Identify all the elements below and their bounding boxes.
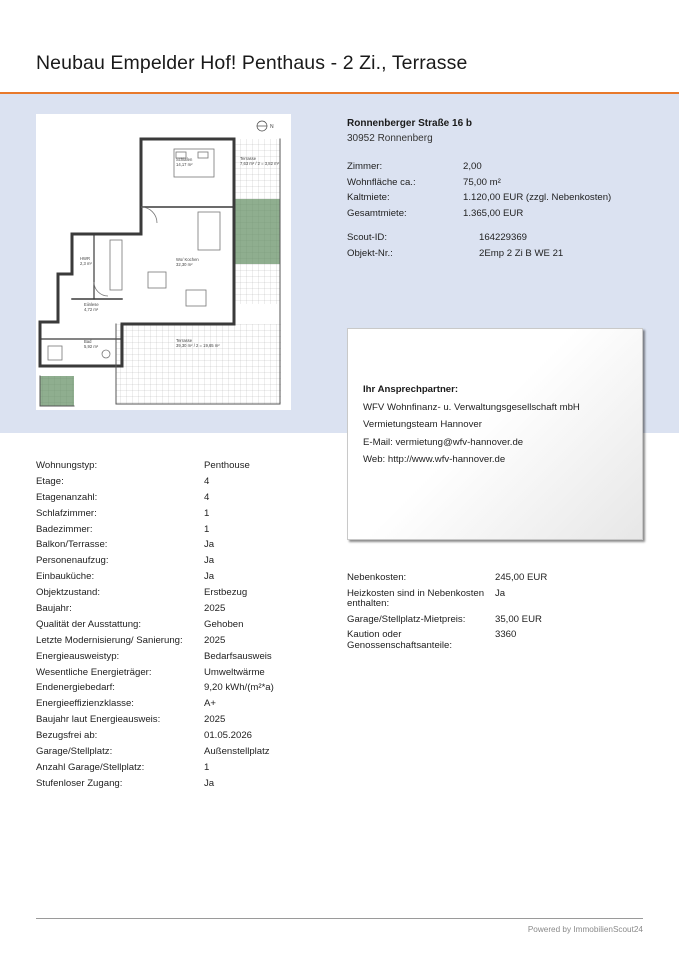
detail-value: Ja <box>204 571 215 583</box>
summary-value: 1.365,00 EUR <box>463 207 524 219</box>
room-area-eingang: 4,72 m² <box>84 307 99 312</box>
summary-row <box>347 206 647 222</box>
detail-label: Personenaufzug: <box>36 555 109 567</box>
detail-label: Qualität der Ausstattung: <box>36 618 142 630</box>
detail-value: 2025 <box>204 634 226 646</box>
id-value: 164229369 <box>479 232 528 243</box>
detail-value: Gehoben <box>204 618 244 630</box>
room-area-wohnen: 32,30 m² <box>176 262 193 267</box>
detail-label: Balkon/Terrasse: <box>36 539 108 551</box>
id-label: Objekt-Nr.: <box>347 247 393 259</box>
detail-label: Baujahr laut Energieausweis: <box>36 714 161 726</box>
page-title: Neubau Empelder Hof! Penthaus - 2 Zi., Terrasse <box>36 52 468 74</box>
cost-row <box>347 628 647 654</box>
room-label-terrasse-large: Terrasse <box>176 338 193 343</box>
cost-row <box>347 587 647 613</box>
detail-label: Letzte Modernisierung/ Sanierung: <box>36 634 183 646</box>
room-label-schlafen: Schlafen <box>176 157 193 162</box>
room-area-terrasse-small: 7,63 m² / 2 = 3,82 m² <box>240 161 279 166</box>
room-label-terrasse-small: Terrasse <box>240 156 257 161</box>
cost-value: 35,00 EUR <box>495 613 542 625</box>
summary-value: 75,00 m² <box>463 176 501 188</box>
detail-label: Energieausweistyp: <box>36 650 120 662</box>
room-area-hwr: 2,3 m² <box>80 261 92 266</box>
room-area-schlafen: 14,17 m² <box>176 162 193 167</box>
summary-list <box>347 159 647 221</box>
id-row <box>347 230 647 246</box>
room-label-wohnen: Wo/ Kochen <box>176 257 199 262</box>
detail-value: 1 <box>204 507 210 519</box>
contact-card <box>347 328 643 540</box>
detail-label: Etage: <box>36 475 64 487</box>
detail-label: Einbauküche: <box>36 571 95 583</box>
contact-team: Vermietungsteam Hannover <box>363 419 482 430</box>
floor-plan-image <box>36 114 291 410</box>
detail-value: A+ <box>204 698 217 710</box>
id-list <box>347 230 647 261</box>
room-label-bad: Bad <box>84 339 92 344</box>
summary-row <box>347 159 647 175</box>
summary-row <box>347 175 647 191</box>
contact-email-link[interactable]: E-Mail: vermietung@wfv-hannover.de <box>363 436 524 448</box>
contact-company: WFV Wohnfinanz- u. Verwaltungsgesellschaft mbH <box>363 401 580 413</box>
detail-label: Garage/Stellplatz: <box>36 746 113 758</box>
room-label-hwr: HWR <box>80 256 91 261</box>
detail-label: Bezugsfrei ab: <box>36 730 98 742</box>
summary-label: Wohnfläche ca.: <box>347 176 416 188</box>
detail-value: 2025 <box>204 714 226 726</box>
summary-row <box>347 190 647 206</box>
powered-by-text: Powered by ImmobilienScout24 <box>527 925 643 934</box>
detail-value: 01.05.2026 <box>204 730 253 742</box>
summary-label: Zimmer: <box>347 161 383 172</box>
detail-value: 4 <box>204 475 210 487</box>
detail-label: Endenergiebedarf: <box>36 682 115 694</box>
detail-label: Baujahr: <box>36 603 72 615</box>
detail-label: Energieeffizienzklasse: <box>36 698 134 710</box>
costs-list <box>347 571 647 654</box>
summary-value: 2,00 <box>463 161 482 172</box>
detail-value: 9,20 kWh/(m²*a) <box>204 682 274 694</box>
detail-label: Etagenanzahl: <box>36 491 98 503</box>
north-arrow-icon <box>257 121 274 131</box>
detail-value: Ja <box>204 555 215 567</box>
cost-label: Nebenkosten: <box>347 572 407 583</box>
detail-label: Stufenloser Zugang: <box>36 777 123 789</box>
cost-value: Ja <box>495 587 506 599</box>
summary-label: Gesamtmiete: <box>347 207 407 219</box>
cost-label: Heizkosten sind in Nebenkosten enthalten: <box>347 587 485 609</box>
summary-value: 1.120,00 EUR (zzgl. Nebenkosten) <box>463 192 612 203</box>
detail-value: 4 <box>204 491 210 503</box>
detail-value: Umweltwärme <box>204 666 265 678</box>
detail-label: Anzahl Garage/Stellplatz: <box>36 761 145 773</box>
room-area-bad: 5,92 m² <box>84 344 99 349</box>
cost-value: 245,00 EUR <box>495 572 548 583</box>
detail-value: Ja <box>204 777 215 789</box>
detail-value: Penthouse <box>204 460 250 471</box>
north-label: N <box>270 124 274 130</box>
detail-label: Objektzustand: <box>36 587 100 599</box>
address-street: Ronnenberger Straße 16 b <box>347 118 473 129</box>
id-row <box>347 246 647 262</box>
cost-value: 3360 <box>495 629 517 640</box>
cost-label: Kaution oder Genossenschaftsanteile: <box>347 629 453 651</box>
detail-value: 2025 <box>204 603 226 615</box>
detail-value: Außenstellplatz <box>204 746 270 758</box>
room-label-eingang: Eiinlese <box>84 302 99 307</box>
detail-value: Erstbezug <box>204 587 248 599</box>
detail-label: Wesentliche Energieträger: <box>36 666 152 678</box>
detail-value: 1 <box>204 761 210 773</box>
room-area-terrasse-large: 39,30 m² / 2 = 19,65 m² <box>176 343 220 348</box>
contact-heading: Ihr Ansprechpartner: <box>363 384 459 395</box>
summary-label: Kaltmiete: <box>347 192 390 203</box>
detail-label: Wohnungstyp: <box>36 460 98 471</box>
cost-label: Garage/Stellplatz-Mietpreis: <box>347 613 466 625</box>
contact-web-link[interactable]: Web: http://www.wfv-hannover.de <box>363 454 506 465</box>
detail-label: Schlafzimmer: <box>36 507 97 519</box>
cost-row <box>347 613 647 629</box>
cost-row <box>347 571 647 587</box>
footer-divider <box>36 918 643 919</box>
address-block <box>347 116 472 146</box>
id-label: Scout-ID: <box>347 232 387 243</box>
address-city: 30952 Ronnenberg <box>347 133 433 144</box>
detail-value: 1 <box>204 523 210 535</box>
id-value: 2Emp 2 Zi B WE 21 <box>479 247 564 259</box>
detail-label: Badezimmer: <box>36 523 93 535</box>
detail-value: Ja <box>204 539 215 551</box>
detail-value: Bedarfsausweis <box>204 650 272 662</box>
